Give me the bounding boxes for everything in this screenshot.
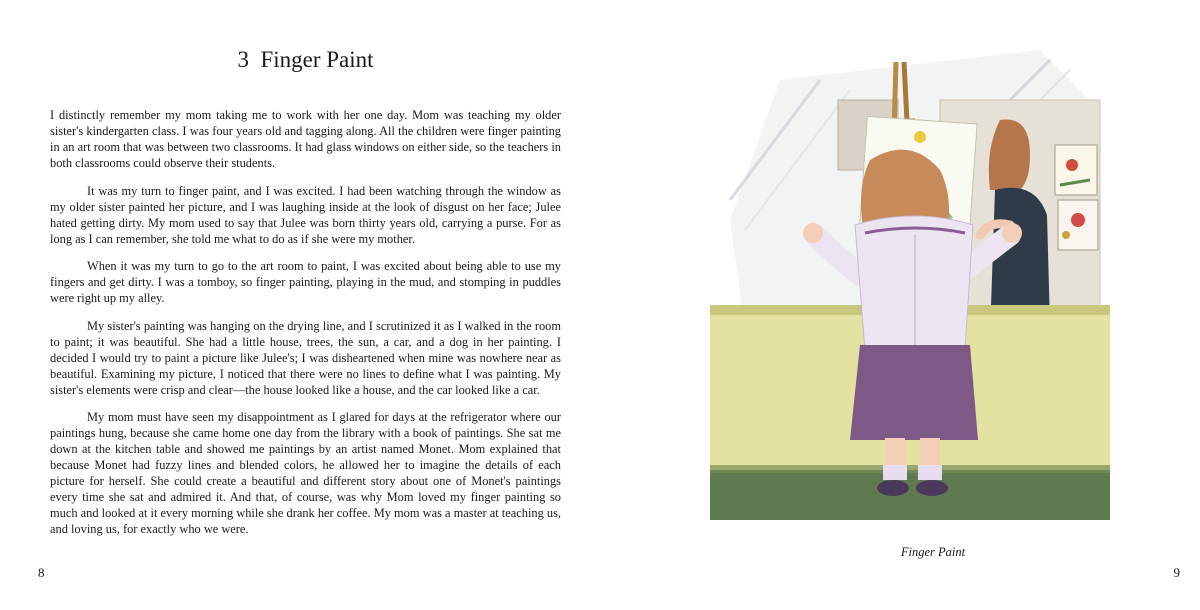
paragraph: My sister's painting was hanging on the drying line, and I scrutinized it as I walked in the room to paint; it was beautiful. She had a little house, trees, the sun, a car, and a dog in her painting. I decided I would try to paint a picture like Julee's; I was disheartened when mine was nowhere near as beautiful. Examining my picture, I noticed that there were no lines to define what I was painting. My sister's elements were crisp and clear—the house looked like a house, and the car looked like a car.: [50, 318, 561, 397]
paragraph: I distinctly remember my mom taking me to work with her one day. Mom was teaching my older sister's kindergarten class. I was four years old and tagging along. All the children were finger painting in an art room that was between two classrooms. It had glass windows on either side, so the teachers in both classrooms could observe their students.: [50, 108, 561, 170]
paragraph: When it was my turn to go to the art room to paint, I was excited about being able to use my fingers and get dirty. I was a tomboy, so finger painting, playing in the mud, and stomping in puddles were right up my alley.: [50, 259, 561, 305]
chapter-title: Finger Paint: [260, 47, 374, 72]
chapter-body: [50, 107, 561, 549]
page-number-left: 8: [38, 565, 45, 580]
paragraph: My mom must have seen my disappointment as I glared for days at the refrigerator where our paintings hung, because she came home one day from the library with a book of paintings. She sat me down at the kitchen table and showed me paintings by an artist named Monet. Mom explained that because Monet had fuzzy lines and blended colors, he allowed her to imagine the details of each picture for herself. She could create a beautiful and different story about one of Monet's paintings every time she sat and admired it. And that, of course, was why Mom loved my finger painting so much and looked at it every morning while she drank her coffee. My mom was a master at teaching us, and loving us, for exactly who we were.: [50, 410, 561, 536]
page-number-right: 9: [1173, 565, 1180, 580]
chapter-number: 3: [237, 47, 249, 72]
paragraph: It was my turn to finger paint, and I was excited. I had been watching through the window as my older sister painted her picture, and I was laughing inside at the look of disgust on her face; Julee hated getting dirty. My mom used to say that Julee was born thirty years old, carrying a purse. For as long as I can remember, she told me what to do as if she were my mother.: [50, 183, 561, 246]
chapter-heading: [50, 44, 561, 76]
right-page: [600, 0, 1200, 610]
illustration-caption: Finger Paint: [900, 545, 966, 559]
illustration: [710, 40, 1110, 540]
